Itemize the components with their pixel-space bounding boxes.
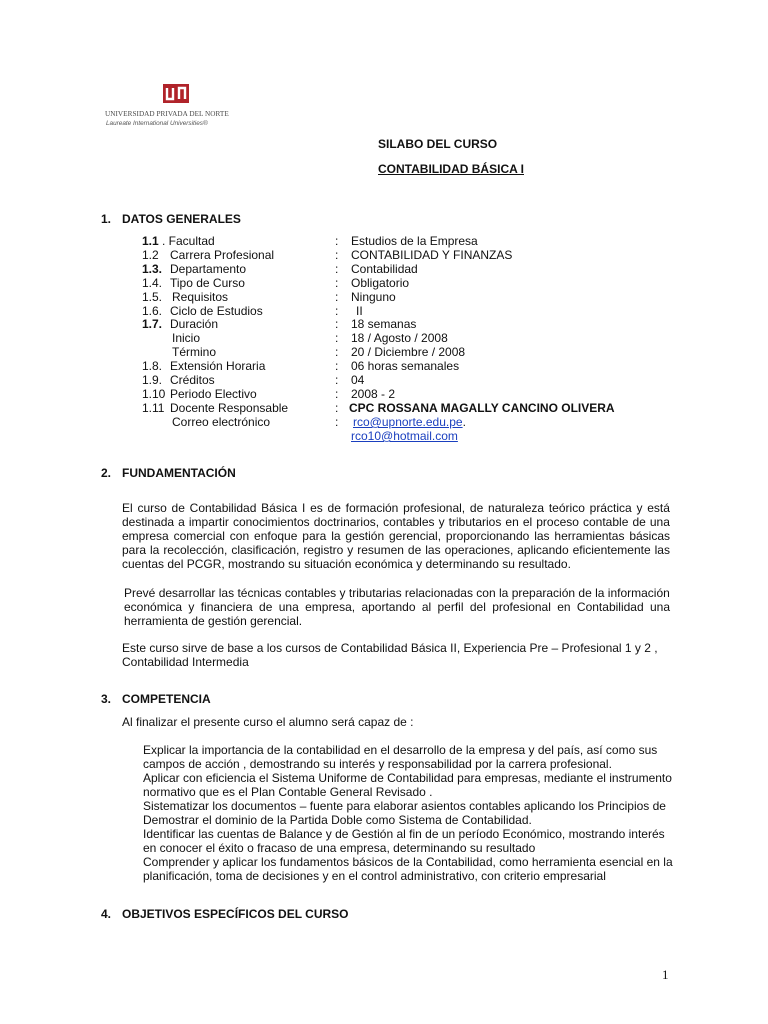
course-title: CONTABILIDAD BÁSICA I bbox=[378, 162, 524, 176]
section-1-number: 1. bbox=[101, 212, 112, 226]
row-label: Término bbox=[172, 345, 217, 359]
email-separator: . bbox=[462, 415, 466, 429]
paragraph-line: El curso de Contabilidad Básica I es de formación profesional, de naturaleza teórico práctica y está bbox=[122, 501, 670, 515]
row-number: 1.5. bbox=[142, 290, 163, 304]
paragraph-line: Aplicar con eficiencia el Sistema Uniforme de Contabilidad para empresas, mediante el instrumento bbox=[143, 771, 672, 785]
paragraph-line: para la recolección, clasificación, registro y resumen de las operaciones, aplicando eficientemente las bbox=[122, 543, 670, 557]
competencia-intro: Al finalizar el presente curso el alumno será capaz de : bbox=[122, 715, 414, 729]
paragraph-line: campos de acción , demostrando su interés y responsabilidad por la carrera profesional. bbox=[143, 757, 612, 771]
row-value: 18 / Agosto / 2008 bbox=[351, 331, 448, 345]
paragraph-line: Este curso sirve de base a los cursos de Contabilidad Básica II, Experiencia Pre – Profesional 1 y 2 , bbox=[122, 641, 658, 655]
row-label: . Facultad bbox=[162, 234, 215, 248]
paragraph-line: Contabilidad Intermedia bbox=[122, 655, 249, 669]
row-value: 18 semanas bbox=[351, 317, 417, 331]
row-colon: : bbox=[335, 248, 339, 262]
paragraph-line: Comprender y aplicar los fundamentos básicos de la Contabilidad, como herramienta esencial en la bbox=[143, 855, 673, 869]
section-3-number: 3. bbox=[101, 692, 112, 706]
row-value: 20 / Diciembre / 2008 bbox=[351, 345, 466, 359]
fundamentacion-paragraph-1 bbox=[122, 501, 670, 571]
section-1-heading: DATOS GENERALES bbox=[122, 212, 241, 226]
competencia-list bbox=[143, 743, 673, 883]
row-label: Créditos bbox=[170, 373, 215, 387]
row-colon: : bbox=[335, 331, 339, 345]
paragraph-line: Sistematizar los documentos – fuente para elaborar asientos contables aplicando los Principios de bbox=[143, 799, 666, 813]
row-label: Ciclo de Estudios bbox=[170, 304, 263, 318]
row-value: 06 horas semanales bbox=[351, 359, 460, 373]
row-value: Obligatorio bbox=[351, 276, 410, 290]
paragraph-line: planificación, toma de decisiones y en el control administrativo, con criterio empresarial bbox=[143, 869, 606, 883]
row-number: 1.7. bbox=[142, 317, 163, 331]
row-number: 1.10 bbox=[142, 387, 166, 401]
row-value: 04 bbox=[351, 373, 365, 387]
row-colon: : bbox=[335, 373, 339, 387]
row-label: Correo electrónico bbox=[172, 415, 271, 429]
paragraph-line: Demostrar el dominio de la Partida Doble como Sistema de Contabilidad. bbox=[143, 813, 532, 827]
row-number: 1.6. bbox=[142, 304, 163, 318]
row-colon: : bbox=[335, 290, 339, 304]
paragraph-line: en conocer el éxito o fracaso de una empresa, determinando su resultado bbox=[143, 841, 536, 855]
row-colon: : bbox=[335, 234, 339, 248]
university-logo-mark-icon bbox=[163, 84, 189, 103]
row-colon: : bbox=[335, 387, 339, 401]
row-number: 1.3. bbox=[142, 262, 163, 276]
fundamentacion-paragraph-2 bbox=[124, 586, 670, 628]
row-label: Departamento bbox=[170, 262, 247, 276]
row-colon: : bbox=[335, 359, 339, 373]
row-number: 1.9. bbox=[142, 373, 163, 387]
row-label: Requisitos bbox=[172, 290, 229, 304]
row-colon: : bbox=[335, 415, 339, 429]
document-title: SILABO DEL CURSO bbox=[378, 137, 498, 151]
row-label: Docente Responsable bbox=[170, 401, 289, 415]
row-value: CPC ROSSANA MAGALLY CANCINO OLIVERA bbox=[349, 401, 615, 415]
paragraph-line: Prevé desarrollar las técnicas contables y tributarias relacionadas con la preparación de la información bbox=[124, 586, 670, 600]
row-colon: : bbox=[335, 401, 339, 415]
section-4-number: 4. bbox=[101, 907, 112, 921]
row-label: Tipo de Curso bbox=[170, 276, 245, 290]
row-colon: : bbox=[335, 276, 339, 290]
row-number: 1.1 bbox=[142, 234, 159, 248]
row-number: 1.2 bbox=[142, 248, 159, 262]
paragraph-line: herramienta de gestión gerencial. bbox=[124, 614, 303, 628]
logo-tagline: Laureate International Universities® bbox=[106, 120, 208, 127]
row-label: Periodo Electivo bbox=[170, 387, 257, 401]
row-value: II bbox=[356, 304, 363, 318]
row-value: Ninguno bbox=[351, 290, 396, 304]
row-value: Estudios de la Empresa bbox=[351, 234, 478, 248]
paragraph-line: económica y financiera de una empresa, aportando al perfil del profesional en Contabilidad una bbox=[124, 600, 670, 614]
row-value-email bbox=[353, 415, 466, 429]
paragraph-line: Identificar las cuentas de Balance y de Gestión al fin de un período Económico, mostrando interés bbox=[143, 827, 665, 841]
row-colon: : bbox=[335, 304, 339, 318]
section-2-number: 2. bbox=[101, 466, 112, 480]
paragraph-line: normativo que es el Plan Contable General Revisado . bbox=[143, 785, 433, 799]
row-label: Carrera Profesional bbox=[170, 248, 275, 262]
fundamentacion-paragraph-3 bbox=[122, 641, 670, 669]
row-value: 2008 - 2 bbox=[351, 387, 396, 401]
row-value: Contabilidad bbox=[351, 262, 418, 276]
row-label: Duración bbox=[170, 317, 219, 331]
row-colon: : bbox=[335, 345, 339, 359]
row-value: CONTABILIDAD Y FINANZAS bbox=[351, 248, 513, 262]
paragraph-line: destinada a impartir conocimientos doctrinarios, contables y tributarios en el proceso contable de una bbox=[122, 515, 670, 529]
paragraph-line: Explicar la importancia de la contabilidad en el desarrollo de la empresa y del país, así como sus bbox=[143, 743, 658, 757]
row-label: Inicio bbox=[172, 331, 201, 345]
row-number: 1.4. bbox=[142, 276, 163, 290]
row-number: 1.11 bbox=[142, 401, 165, 415]
page-number: 1 bbox=[662, 967, 669, 982]
email-link-secondary[interactable]: rco10@hotmail.com bbox=[351, 429, 458, 443]
section-3-heading: COMPETENCIA bbox=[122, 692, 211, 706]
logo-university-name: UNIVERSIDAD PRIVADA DEL NORTE bbox=[105, 110, 229, 118]
email-link[interactable]: rco@upnorte.edu.pe bbox=[353, 415, 463, 429]
section-2-heading: FUNDAMENTACIÓN bbox=[122, 466, 236, 480]
row-label: Extensión Horaria bbox=[170, 359, 266, 373]
section-4-heading: OBJETIVOS ESPECÍFICOS DEL CURSO bbox=[122, 907, 349, 921]
university-logo bbox=[105, 84, 245, 134]
paragraph-line: cuentas del PCGR, mostrando su situación económica y determinando su resultado. bbox=[122, 557, 571, 571]
row-number: 1.8. bbox=[142, 359, 163, 373]
row-colon: : bbox=[335, 262, 339, 276]
paragraph-line: empresa comercial con enfoque para la gestión gerencial, proporcionando las herramientas básicas bbox=[122, 529, 670, 543]
row-colon: : bbox=[335, 317, 339, 331]
